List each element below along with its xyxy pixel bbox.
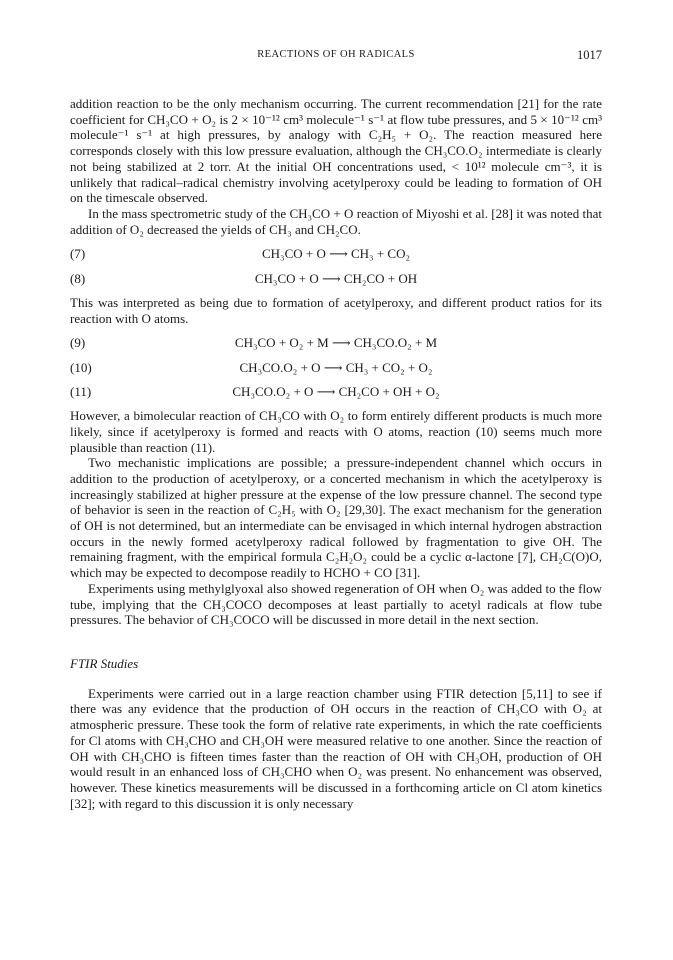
reaction-arrow-icon: ⟶ [323,359,343,375]
equation-rhs: CH₂CO + OH + O₂ [338,383,440,399]
equation-9 [70,335,602,351]
paragraph-1: addition reaction to be the only mechanism occurring. The current recommendation [21] for the rate coefficient for CH₃CO + O₂ is 2 × 10⁻¹² cm³ molecule⁻¹ s⁻¹ at flow tube pressures, and 5 × 10⁻¹² cm³ molecule⁻¹ s⁻¹ at high pressures, by analogy with C₂H₅ + O₂. The reaction measured here corresponds closely with this low pressure evaluation, although the CH₃CO.O₂ intermediate is clearly not being stabilized at 2 torr. At the initial OH concentrations used, < 10¹² molecule cm⁻³, it is unlikely that radical–radical chemistry involving acetylperoxy could be leading to formation of OH on the timescale observed. [70,96,602,206]
equation-lhs: CH₃CO.O₂ + O [239,359,321,375]
equation-number: (7) [70,246,86,262]
equation-rhs: CH₃ + CO₂ + O₂ [345,359,433,375]
paragraph-3: This was interpreted as being due to formation of acetylperoxy, and different product ratios for its reaction with O atoms. [70,294,602,326]
equation-number: (8) [70,270,86,286]
reaction-arrow-icon: ⟶ [316,383,336,399]
paragraph-2: In the mass spectrometric study of the CH₃CO + O reaction of Miyoshi et al. [28] it was noted that addition of O₂ decreased the yields of CH₃ and CH₂CO. [70,205,602,237]
paragraph-7: Experiments were carried out in a large reaction chamber using FTIR detection [5,11] to see if there was any evidence that the production of OH occurs in the reaction of CH₃CO with O₂ at atmospheric pressure. These took the form of relative rate experiments, in which the rate coefficients for Cl atoms with CH₃CHO and CH₃OH were measured relative to one another. Since the reaction of OH with CH₃CHO is fifteen times faster than the reaction of OH with CH₃OH, production of OH would result in an enhanced loss of CH₃CHO when O₂ was present. No enhancement was observed, however. These kinetics measurements will be discussed in a forthcoming article on Cl atom kinetics [32]; with regard to this discussion it is only necessary [70,685,602,811]
reaction-arrow-icon: ⟶ [331,335,351,351]
equation-lhs: CH₃CO + O [254,270,319,286]
section-heading: FTIR Studies [70,655,139,671]
paragraph-6: Experiments using methylglyoxal also showed regeneration of OH when O₂ was added to the flow tube, implying that the CH₃COCO decomposes at least partially to acetyl radicals at flow tube pressures. The behavior of CH₃COCO will be discussed in more detail in the next section. [70,580,602,628]
equation-lhs: CH₃CO + O [261,246,326,262]
equation-lhs: CH₃CO + O₂ + M [234,335,329,351]
page-header [70,48,602,64]
equation-8 [70,271,602,287]
equation-number: (9) [70,335,86,351]
equation-11 [70,384,602,400]
reaction-arrow-icon: ⟶ [321,270,341,286]
equation-number: (11) [70,383,92,399]
paragraph-5: Two mechanistic implications are possible; a pressure-independent channel which occurs in addition to the production of acetylperoxy, or a concerted mechanism in which the acetylperoxy is increasingly stabilized at higher pressure at the expense of the low pressure channel. The second type of behavior is seen in the reaction of C₂H₅ with O₂ [29,30]. The exact mechanism for the generation of OH is not determined, but an intermediate can be envisaged in which internal hydrogen abstraction occurs in the newly formed acetylperoxy radical followed by fragmentation to give OH. The remaining fragment, with the empirical formula C₂H₂O₂ could be a cyclic α-lactone [7], CH₂C(O)O, which may be expected to decompose readily to HCHO + CO [31]. [70,455,602,581]
page-number: 1017 [577,48,602,62]
equation-lhs: CH₃CO.O₂ + O [232,383,314,399]
running-title: REACTIONS OF OH RADICALS [257,49,415,60]
reaction-arrow-icon: ⟶ [329,246,348,262]
equation-rhs: CH₃CO.O₂ + M [353,335,438,351]
equation-rhs: CH₃ + CO₂ [351,246,411,262]
paragraph-4: However, a bimolecular reaction of CH₃CO with O₂ to form entirely different products is much more likely, since if acetylperoxy is formed and reacts with O atoms, reaction (10) seems much more plausible than reaction (11). [70,408,602,455]
equation-number: (10) [70,359,92,375]
equation-rhs: CH₂CO + OH [343,270,418,286]
equation-7 [70,246,602,262]
equation-10 [70,360,602,376]
body-text [70,96,602,811]
